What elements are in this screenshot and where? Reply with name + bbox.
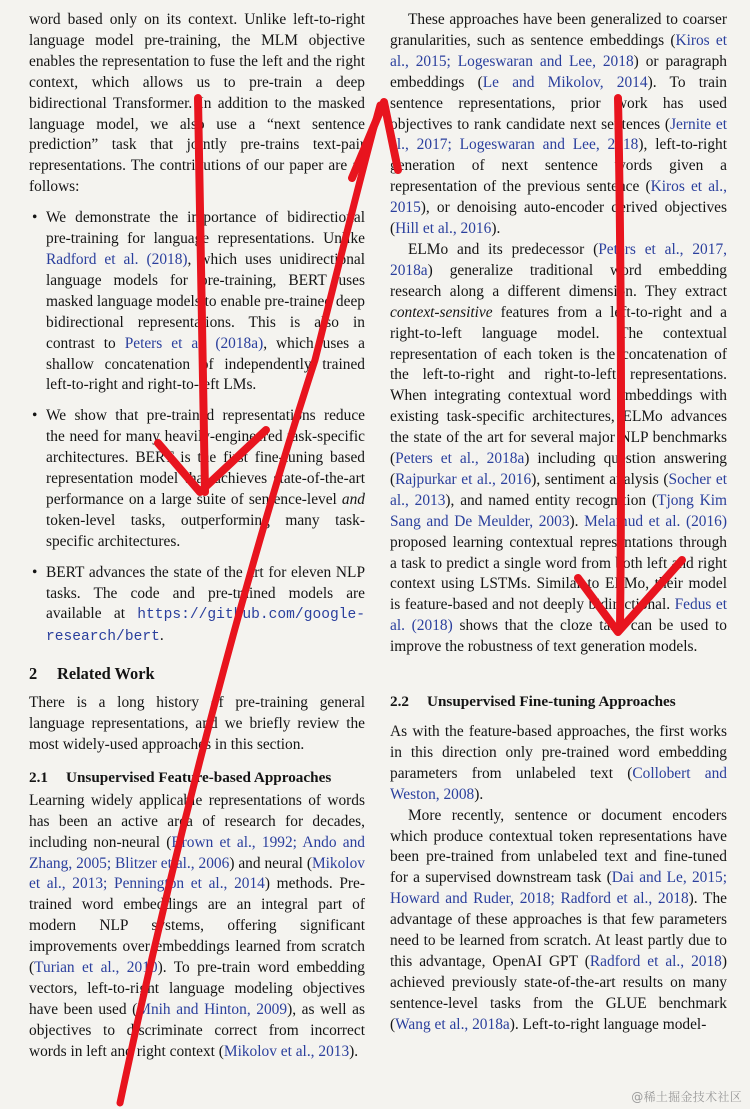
citation-link[interactable]: Hill et al., 2016 xyxy=(395,220,492,238)
citation-link[interactable]: Peters et al., 2018a xyxy=(395,450,525,468)
section-heading-related-work: 2 Related Work xyxy=(29,664,155,684)
citation-link[interactable]: Wang et al., 2018a xyxy=(395,1015,510,1033)
left-column xyxy=(29,10,365,1063)
contributions-list xyxy=(29,208,365,648)
elmo-paragraph: ELMo and its predecessor (Peters et al., 2017, 2018a) generalize traditional word embedding research along a different dimension. They extract context-sensitive features from a left-to-right and a right-to-left language model. The contextual representation of each token is the concatenation of the left-to-right and right-to-left representations. When integrating contextual word embeddings with existing task-specific architectures, ELMo advances the state of the art for several major NLP benchmarks (Peters et al., 2018a) including question answering (Rajpurkar et al., 2016), sentiment analysis (Socher et al., 2013), and named entity recognition (Tjong Kim Sang and De Meulder, 2003). Melamud et al. (2016) proposed learning contextual representations through a task to predict a single word from both left and right context using LSTMs. Similar to ELMo, their model is feature-based and not deeply bidirectional. Fedus et al. (2018) shows that the cloze task can be used to improve the robustness of text generation models. xyxy=(390,240,727,656)
citation-link[interactable]: Peters et al., 2017, 2018a xyxy=(390,240,727,279)
citation-link[interactable]: Peters et al. (2018a) xyxy=(124,334,264,352)
citation-link[interactable]: Jernite et al., 2017; Logeswaran and Lee, 2018 xyxy=(390,115,727,154)
fine-tuning-paragraph-2: More recently, sentence or document encoders which produce contextual token representations have been pre-trained from unlabeled text and fine-tuned for a supervised downstream task (Dai and Le, 2015; Howard and Ruder, 2018; Radford et al., 2018). The advantage of these approaches is that few parameters need to be learned from scratch. At least partly due to this advantage, OpenAI GPT (Radford et al., 2018) achieved previously state-of-the-art results on many sentence-level tasks from the GLUE benchmark (Wang et al., 2018a). Left-to-right language model- xyxy=(390,806,728,1033)
citation-link[interactable]: Brown et al., 1992; Ando and Zhang, 2005; Blitzer et al., 2006 xyxy=(29,833,365,872)
list-item: • We demonstrate the importance of bidirectional pre-training for language representations. Unlike Radford et al. (2018), which uses unidirectional language models for pre-training, BERT uses masked language models to enable pre-trained deep bidirectional representations. This is also in contrast to Peters et al. (2018a), which uses a shallow concatenation of independently trained left-to-right and right-to-left LMs. xyxy=(29,208,365,396)
list-item: • BERT advances the state of the art for eleven NLP tasks. The code and pre-trained models are available at https://github.com/google-research/bert. xyxy=(29,563,365,649)
citation-link[interactable]: Radford et al., 2018 xyxy=(589,952,722,970)
citation-link[interactable]: Dai and Le, 2015; Howard and Ruder, 2018; Radford et al., 2018 xyxy=(390,869,728,908)
citation-link[interactable]: Turian et al., 2010 xyxy=(34,959,158,977)
citation-link[interactable]: Tjong Kim Sang and De Meulder, 2003 xyxy=(390,491,727,530)
citation-link[interactable]: Fedus et al. (2018) xyxy=(390,596,727,635)
watermark: @稀土掘金技术社区 xyxy=(631,1090,742,1104)
citation-link[interactable]: Melamud et al. (2016) xyxy=(584,512,727,530)
fine-tuning-paragraph-1: As with the feature-based approaches, the first works in this direction only pre-trained word embedding parameters from unlabeled text (Collobert and Weston, 2008). xyxy=(390,723,727,803)
intro-paragraph: word based only on its context. Unlike left-to-right language model pre-training, the MLM objective enables the representation to fuse the left and the right context, which allows us to pre-train a deep bidirectional Transformer. In addition to the masked language model, we also use a “next sentence prediction” task that jointly pre-trains text-pair representations. The contributions of our paper are as follows: xyxy=(29,11,365,196)
subsection-heading-fine-tuning: 2.2 Unsupervised Fine-tuning Approaches xyxy=(390,693,676,711)
citation-link[interactable]: Collobert and Weston, 2008 xyxy=(390,764,727,803)
citation-link[interactable]: Radford et al. (2018) xyxy=(46,250,188,268)
citation-link[interactable]: Mnih and Hinton, 2009 xyxy=(137,1000,288,1018)
coarser-granularities-paragraph: These approaches have been generalized to coarser granularities, such as sentence embeddings (Kiros et al., 2015; Logeswaran and Lee, 2018) or paragraph embeddings (Le and Mikolov, 2014). To train sentence representations, prior work has used objectives to rank candidate next sentences (Jernite et al., 2017; Logeswaran and Lee, 2018), left-to-right generation of next sentence words given a representation of the previous sentence (Kiros et al., 2015), or denoising auto-encoder derived objectives (Hill et al., 2016). xyxy=(390,11,727,238)
citation-link[interactable]: Rajpurkar et al., 2016 xyxy=(395,470,532,488)
citation-link[interactable]: Mikolov et al., 2013 xyxy=(223,1042,350,1060)
citation-link[interactable]: Kiros et al., 2015 xyxy=(390,178,727,217)
citation-link[interactable]: Le and Mikolov, 2014 xyxy=(482,73,648,91)
citation-link[interactable]: Socher et al., 2013 xyxy=(390,470,727,509)
github-url-link[interactable]: https://github.com/google-research/bert xyxy=(46,607,365,646)
citation-link[interactable]: Kiros et al., 2015; Logeswaran and Lee, 2018 xyxy=(390,31,727,70)
feature-based-paragraph: Learning widely applicable representations of words has been an active area of research for decades, including non-neural (Brown et al., 1992; Ando and Zhang, 2005; Blitzer et al., 2006) and neural (Mikolov et al., 2013; Pennington et al., 2014) methods. Pre-trained word embeddings are an integral part of modern NLP systems, offering significant improvements over embeddings learned from scratch (Turian et al., 2010). To pre-train word embedding vectors, left-to-right language modeling objectives have been used (Mnih and Hinton, 2009), as well as objectives to discriminate correct from incorrect words in left and right context (Mikolov et al., 2013). xyxy=(29,791,366,1060)
list-item: • We show that pre-trained representations reduce the need for many heavily-engineered task-specific architectures. BERT is the first fine-tuning based representation model that achieves state-of-the-art performance on a large suite of sentence-level and token-level tasks, outperforming many task-specific architectures. xyxy=(29,406,365,552)
citation-link[interactable]: Mikolov et al., 2013; Pennington et al., 2014 xyxy=(29,854,365,893)
related-work-paragraph: There is a long history of pre-training general language representations, and we briefly review the most widely-used approaches in this section. xyxy=(29,694,365,753)
subsection-heading-feature-based: 2.1 Unsupervised Feature-based Approaches xyxy=(29,768,332,786)
right-column xyxy=(390,10,727,1036)
